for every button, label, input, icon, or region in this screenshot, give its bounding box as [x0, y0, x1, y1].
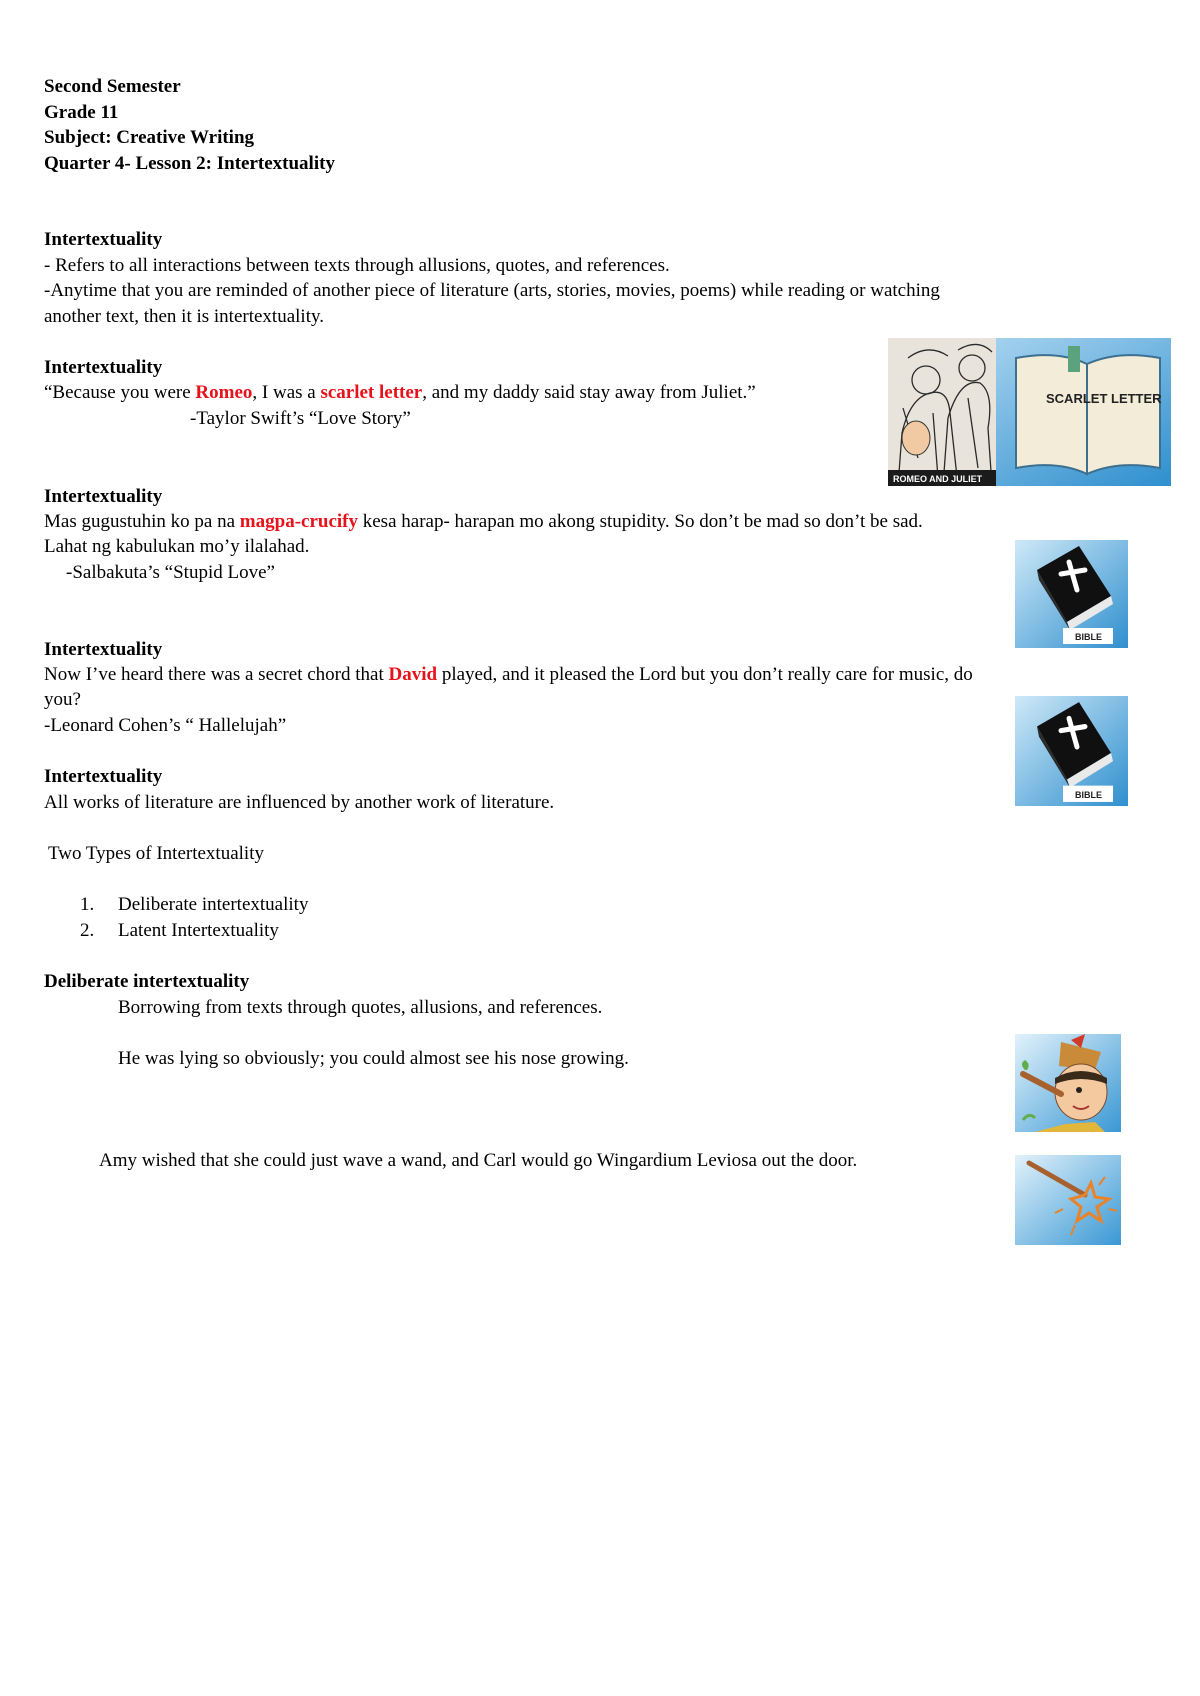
- section4-line1: Now I’ve heard there was a secret chord that David played, and it pleased the Lord but you don’t really care for music, do: [44, 664, 973, 685]
- types-item-label: Deliberate intertextuality: [118, 894, 309, 915]
- section2-quote: “Because you were Romeo, I was a scarlet letter, and my daddy said stay away from Juliet.”: [44, 382, 756, 403]
- types-item-num: 1.: [80, 894, 95, 915]
- types-heading: Two Types of Intertextuality: [48, 843, 264, 864]
- section1-line3: another text, then it is intertextuality.: [44, 306, 324, 327]
- section3-heading: Intertextuality: [44, 486, 163, 507]
- section5-heading: Intertextuality: [44, 766, 163, 787]
- section4-source: -Leonard Cohen’s “ Hallelujah”: [44, 715, 287, 736]
- section3-line1: Mas gugustuhin ko pa na magpa-crucify kesa harap- harapan mo akong stupidity. So don’t be mad so don’t be sad.: [44, 511, 923, 532]
- deliberate-example-wand: Amy wished that she could just wave a wand, and Carl would go Wingardium Leviosa out the door.: [99, 1150, 858, 1171]
- types-item-label: Latent Intertextuality: [118, 920, 279, 941]
- section2-heading: Intertextuality: [44, 357, 163, 378]
- magic-wand-icon: [1015, 1155, 1121, 1245]
- section4-heading: Intertextuality: [44, 639, 163, 660]
- types-item-num: 2.: [80, 920, 95, 941]
- subject-label: Subject: Creative Writing: [44, 127, 255, 148]
- deliberate-example-pinocchio: He was lying so obviously; you could almost see his nose growing.: [118, 1048, 629, 1069]
- deliberate-definition: Borrowing from texts through quotes, allusions, and references.: [118, 997, 603, 1018]
- section1-line2: -Anytime that you are reminded of another piece of literature (arts, stories, movies, poems) while reading or watching: [44, 280, 940, 301]
- romeo-juliet-scarlet-letter-image: [888, 338, 1171, 486]
- bible-icon: [1015, 696, 1128, 806]
- highlight-david: David: [388, 664, 438, 685]
- section4-line2: you?: [44, 689, 81, 710]
- section1-line1: - Refers to all interactions between texts through allusions, quotes, and references.: [44, 255, 670, 276]
- section2-source: -Taylor Swift’s “Love Story”: [190, 408, 411, 429]
- bible-icon: [1015, 540, 1128, 648]
- grade-label: Grade 11: [44, 102, 119, 123]
- svg-text:ROMEO AND JULIET: ROMEO AND JULIET: [893, 474, 983, 484]
- section3-source: -Salbakuta’s “Stupid Love”: [66, 562, 275, 583]
- highlight-magpa-crucify: magpa-crucify: [239, 511, 358, 532]
- pinocchio-icon: [1015, 1034, 1121, 1132]
- section5-line1: All works of literature are influenced by another work of literature.: [44, 792, 555, 813]
- svg-text:SCARLET LETTER: SCARLET LETTER: [1046, 391, 1162, 406]
- deliberate-heading: Deliberate intertextuality: [44, 971, 250, 992]
- lesson-title: Quarter 4- Lesson 2: Intertextuality: [44, 153, 335, 174]
- svg-text:BIBLE: BIBLE: [1075, 789, 1102, 800]
- section1-heading: Intertextuality: [44, 229, 163, 250]
- highlight-romeo: Romeo: [195, 382, 253, 403]
- semester-label: Second Semester: [44, 76, 181, 97]
- svg-text:BIBLE: BIBLE: [1075, 632, 1102, 642]
- highlight-scarlet-letter: scarlet letter: [320, 382, 423, 403]
- section3-line2: Lahat ng kabulukan mo’y ilalahad.: [44, 536, 310, 557]
